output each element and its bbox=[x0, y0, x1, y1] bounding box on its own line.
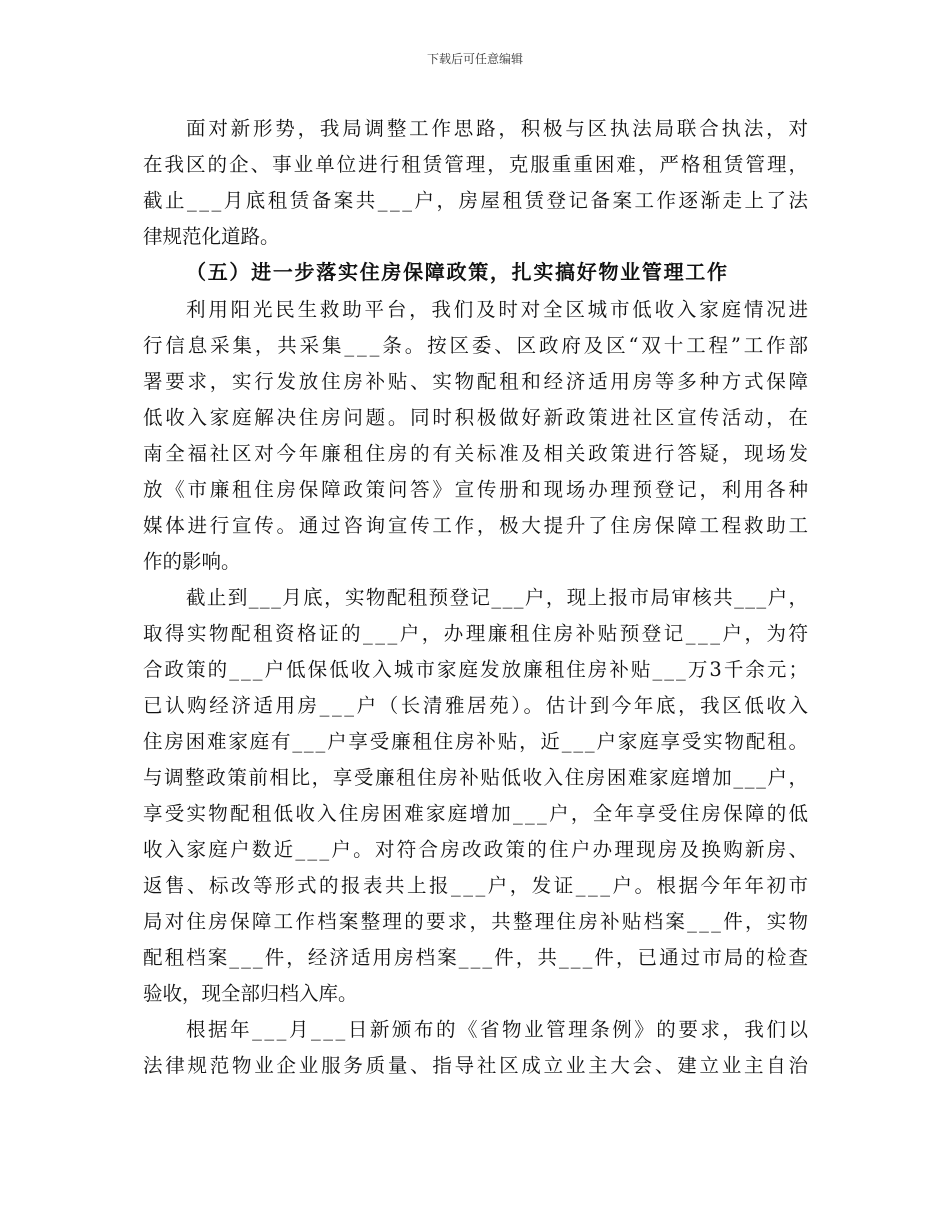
paragraph-line bbox=[143, 545, 241, 578]
paragraph-line bbox=[186, 1013, 811, 1046]
line-text: 根据年___月___日新颁布的《省物业管理条例》的要求，我们以 bbox=[186, 1018, 811, 1041]
paragraph-line bbox=[143, 941, 810, 974]
line-text: 合政策的___户低保低收入城市家庭发放廉租住房补贴___万3千余元； bbox=[143, 658, 811, 681]
line-text: 已认购经济适用房___户（长清雅居苑）。估计到今年底，我区低收入 bbox=[143, 694, 811, 717]
paragraph-line bbox=[143, 401, 811, 434]
paragraph-line bbox=[143, 148, 810, 181]
paragraph-line bbox=[143, 833, 810, 866]
line-text: 截止___月底租赁备案共___户，房屋租赁登记备案工作逐渐走上了法 bbox=[143, 189, 811, 212]
line-text: 配租档案___件，经济适用房档案___件，共___件，已通过市局的检查 bbox=[143, 946, 811, 969]
section-heading bbox=[186, 256, 729, 289]
paragraph-line bbox=[143, 761, 810, 794]
line-text: 返售、标改等形式的报表共上报___户，发证___户。根据今年年初市 bbox=[143, 874, 811, 897]
line-text: 在我区的企、事业单位进行租赁管理，克服重重困难，严格租赁管理， bbox=[143, 153, 811, 176]
line-text: 验收，现全部归档入库。 bbox=[143, 982, 358, 1005]
paragraph-line bbox=[143, 725, 810, 758]
paragraph-line bbox=[143, 509, 811, 542]
paragraph-line bbox=[143, 437, 811, 470]
paragraph-line bbox=[143, 689, 811, 722]
line-text: 住房困难家庭有___户享受廉租住房补贴，近___户家庭享受实物配租。 bbox=[143, 730, 810, 753]
line-text: 媒体进行宣传。通过咨询宣传工作，极大提升了住房保障工程救助工 bbox=[143, 514, 811, 537]
line-text: （五）进一步落实住房保障政策，扎实搞好物业管理工作 bbox=[186, 260, 729, 284]
line-text: 南全福社区对今年廉租住房的有关标准及相关政策进行答疑，现场发 bbox=[143, 442, 811, 465]
paragraph-line bbox=[143, 653, 810, 686]
paragraph-line bbox=[143, 977, 358, 1010]
paragraph-line bbox=[143, 184, 810, 217]
line-text: 法律规范物业企业服务质量、指导社区成立业主大会、建立业主自治 bbox=[143, 1054, 811, 1077]
paragraph-line bbox=[143, 365, 811, 398]
line-text: 享受实物配租低收入住房困难家庭增加___户，全年享受住房保障的低 bbox=[143, 802, 811, 825]
paragraph-line bbox=[186, 112, 811, 145]
paragraph-line bbox=[186, 293, 811, 326]
page-header-note: 下载后可任意编辑 bbox=[426, 52, 523, 66]
paragraph-line bbox=[143, 220, 280, 253]
line-text: 局对住房保障工作档案整理的要求，共整理住房补贴档案___件，实物 bbox=[143, 910, 811, 933]
line-text: 利用阳光民生救助平台，我们及时对全区城市低收入家庭情况进 bbox=[186, 298, 811, 321]
paragraph-line bbox=[143, 617, 810, 650]
line-text: 取得实物配租资格证的___户，办理廉租住房补贴预登记___户，为符 bbox=[143, 622, 811, 645]
line-text: 署要求，实行发放住房补贴、实物配租和经济适用房等多种方式保障 bbox=[143, 370, 811, 393]
line-text: 作的影响。 bbox=[143, 550, 241, 573]
paragraph-line bbox=[186, 581, 809, 614]
line-text: 行信息采集，共采集___条。按区委、区政府及区“双十工程”工作部 bbox=[143, 334, 811, 357]
paragraph-line bbox=[143, 329, 811, 362]
paragraph-line bbox=[143, 1049, 811, 1082]
line-text: 放《市廉租住房保障政策问答》宣传册和现场办理预登记，利用各种 bbox=[143, 478, 811, 501]
line-text: 面对新形势，我局调整工作思路，积极与区执法局联合执法，对 bbox=[186, 117, 811, 140]
line-text: 截止到___月底，实物配租预登记___户，现上报市局审核共___户， bbox=[186, 586, 810, 609]
line-text: 律规范化道路。 bbox=[143, 225, 280, 248]
paragraph-line bbox=[143, 905, 810, 938]
paragraph-line bbox=[143, 797, 810, 830]
paragraph-line bbox=[143, 869, 810, 902]
line-text: 低收入家庭解决住房问题。同时积极做好新政策进社区宣传活动，在 bbox=[143, 406, 811, 429]
line-text: 收入家庭户数近___户。对符合房改政策的住户办理现房及换购新房、 bbox=[143, 838, 811, 861]
line-text: 与调整政策前相比，享受廉租住房补贴低收入住房困难家庭增加___户， bbox=[143, 766, 810, 789]
paragraph-line bbox=[143, 473, 811, 506]
